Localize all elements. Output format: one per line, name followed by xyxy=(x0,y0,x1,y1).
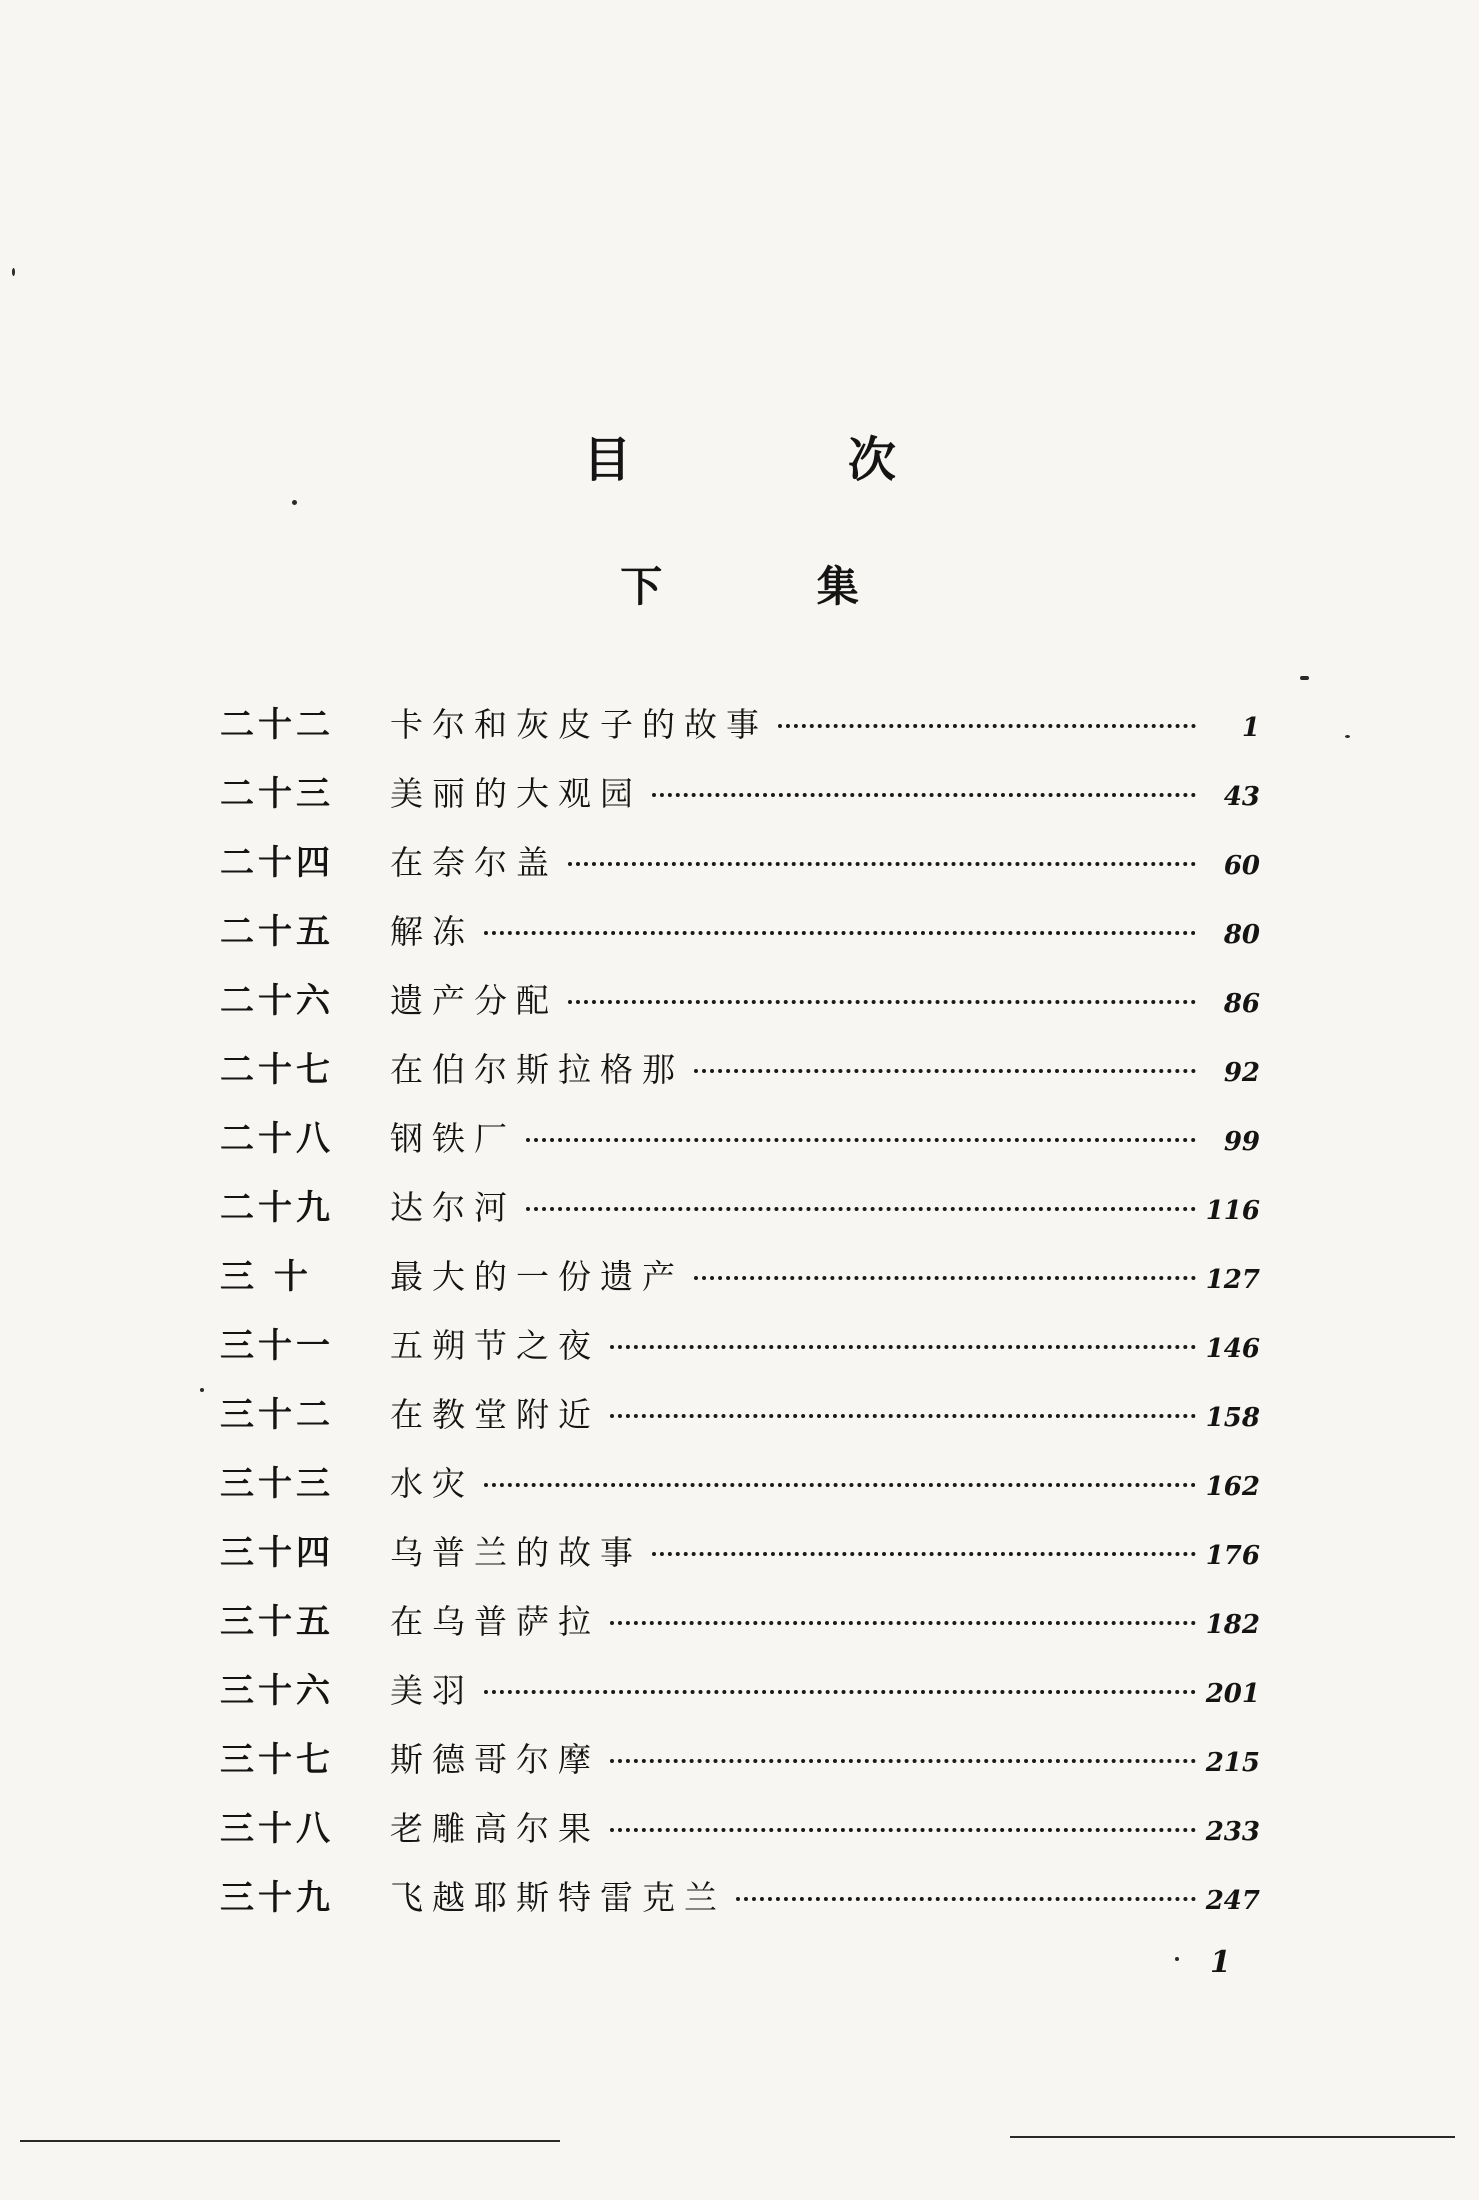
chapter-title: 乌普兰的故事 xyxy=(390,1533,642,1572)
toc-entry xyxy=(220,1809,1260,1878)
toc-entry xyxy=(220,912,1260,981)
dot-leader xyxy=(484,931,1196,935)
chapter-title: 在奈尔盖 xyxy=(390,843,558,882)
chapter-number: 二十七 xyxy=(220,1050,334,1090)
dot-leader xyxy=(484,1690,1196,1694)
paper-speck xyxy=(200,1388,204,1392)
dot-leader xyxy=(568,862,1196,866)
chapter-number: 三十二 xyxy=(220,1395,334,1435)
chapter-page-number: 60 xyxy=(1223,851,1260,881)
dot-leader xyxy=(484,1483,1196,1487)
toc-entry xyxy=(220,1050,1260,1119)
dot-leader xyxy=(526,1207,1196,1211)
chapter-page-number: 158 xyxy=(1205,1403,1260,1433)
paper-speck xyxy=(1300,676,1309,680)
chapter-page-number: 1 xyxy=(1241,713,1260,743)
chapter-page-number: 215 xyxy=(1205,1748,1260,1778)
section-title: 下 集 xyxy=(620,562,929,611)
chapter-number: 二十二 xyxy=(220,705,334,745)
paper-speck xyxy=(1175,1957,1179,1961)
page-title: 目 次 xyxy=(583,432,996,488)
chapter-number: 三十七 xyxy=(220,1740,334,1780)
chapter-number: 二十九 xyxy=(220,1188,334,1228)
chapter-title: 美丽的大观园 xyxy=(390,774,642,813)
chapter-page-number: 99 xyxy=(1223,1127,1260,1157)
dot-leader xyxy=(610,1828,1196,1832)
toc-entry xyxy=(220,1740,1260,1809)
page-number: 1 xyxy=(1210,1945,1231,1980)
dot-leader xyxy=(778,724,1196,728)
chapter-number: 二十六 xyxy=(220,981,334,1021)
chapter-title: 遗产分配 xyxy=(390,981,558,1020)
toc-entry xyxy=(220,1602,1260,1671)
chapter-page-number: 247 xyxy=(1205,1886,1260,1916)
chapter-page-number: 92 xyxy=(1223,1058,1260,1088)
table-of-contents xyxy=(220,705,1260,1947)
chapter-number: 三十一 xyxy=(220,1326,334,1366)
chapter-page-number: 116 xyxy=(1205,1196,1260,1226)
toc-entry xyxy=(220,1119,1260,1188)
chapter-page-number: 201 xyxy=(1205,1679,1260,1709)
chapter-page-number: 146 xyxy=(1205,1334,1260,1364)
toc-entry xyxy=(220,1533,1260,1602)
toc-entry xyxy=(220,1257,1260,1326)
bottom-rule-right xyxy=(1010,2136,1455,2138)
chapter-number: 三十八 xyxy=(220,1809,334,1849)
chapter-title: 在教堂附近 xyxy=(390,1395,600,1434)
chapter-page-number: 182 xyxy=(1205,1610,1260,1640)
chapter-title: 老雕高尔果 xyxy=(390,1809,600,1848)
chapter-title: 解冻 xyxy=(390,912,474,951)
toc-entry xyxy=(220,1878,1260,1947)
chapter-number: 二十八 xyxy=(220,1119,334,1159)
dot-leader xyxy=(652,1552,1196,1556)
dot-leader xyxy=(568,1000,1196,1004)
chapter-number: 三十九 xyxy=(220,1878,334,1918)
dot-leader xyxy=(610,1759,1196,1763)
chapter-page-number: 233 xyxy=(1205,1817,1260,1847)
chapter-title: 钢铁厂 xyxy=(390,1119,516,1158)
paper-speck xyxy=(1345,735,1350,738)
dot-leader xyxy=(610,1345,1196,1349)
dot-leader xyxy=(694,1276,1196,1280)
toc-entry xyxy=(220,774,1260,843)
chapter-page-number: 86 xyxy=(1223,989,1260,1019)
chapter-number: 三 十 xyxy=(220,1257,312,1297)
chapter-title: 在伯尔斯拉格那 xyxy=(390,1050,684,1089)
toc-entry xyxy=(220,1671,1260,1740)
chapter-number: 三十四 xyxy=(220,1533,334,1573)
chapter-page-number: 176 xyxy=(1205,1541,1260,1571)
chapter-page-number: 127 xyxy=(1205,1265,1260,1295)
chapter-number: 三十五 xyxy=(220,1602,334,1642)
dot-leader xyxy=(526,1138,1196,1142)
dot-leader xyxy=(610,1621,1196,1625)
chapter-page-number: 43 xyxy=(1223,782,1260,812)
chapter-number: 二十四 xyxy=(220,843,334,883)
dot-leader xyxy=(736,1897,1196,1901)
toc-entry xyxy=(220,1464,1260,1533)
toc-entry xyxy=(220,1395,1260,1464)
dot-leader xyxy=(694,1069,1196,1073)
chapter-title: 飞越耶斯特雷克兰 xyxy=(390,1878,726,1917)
chapter-number: 二十三 xyxy=(220,774,334,814)
chapter-title: 最大的一份遗产 xyxy=(390,1257,684,1296)
dot-leader xyxy=(652,793,1196,797)
bottom-rule-left xyxy=(20,2140,560,2142)
chapter-title: 五朔节之夜 xyxy=(390,1326,600,1365)
paper-speck xyxy=(292,500,297,505)
chapter-title: 达尔河 xyxy=(390,1188,516,1227)
chapter-title: 卡尔和灰皮子的故事 xyxy=(390,705,768,744)
chapter-page-number: 80 xyxy=(1223,920,1260,950)
paper-speck xyxy=(12,268,15,276)
chapter-number: 二十五 xyxy=(220,912,334,952)
toc-entry xyxy=(220,1188,1260,1257)
chapter-number: 三十三 xyxy=(220,1464,334,1504)
chapter-title: 水灾 xyxy=(390,1464,474,1503)
toc-entry xyxy=(220,705,1260,774)
chapter-title: 斯德哥尔摩 xyxy=(390,1740,600,1779)
chapter-page-number: 162 xyxy=(1205,1472,1260,1502)
toc-entry xyxy=(220,1326,1260,1395)
toc-entry xyxy=(220,843,1260,912)
chapter-title: 美羽 xyxy=(390,1671,474,1710)
chapter-number: 三十六 xyxy=(220,1671,334,1711)
dot-leader xyxy=(610,1414,1196,1418)
toc-entry xyxy=(220,981,1260,1050)
chapter-title: 在乌普萨拉 xyxy=(390,1602,600,1641)
